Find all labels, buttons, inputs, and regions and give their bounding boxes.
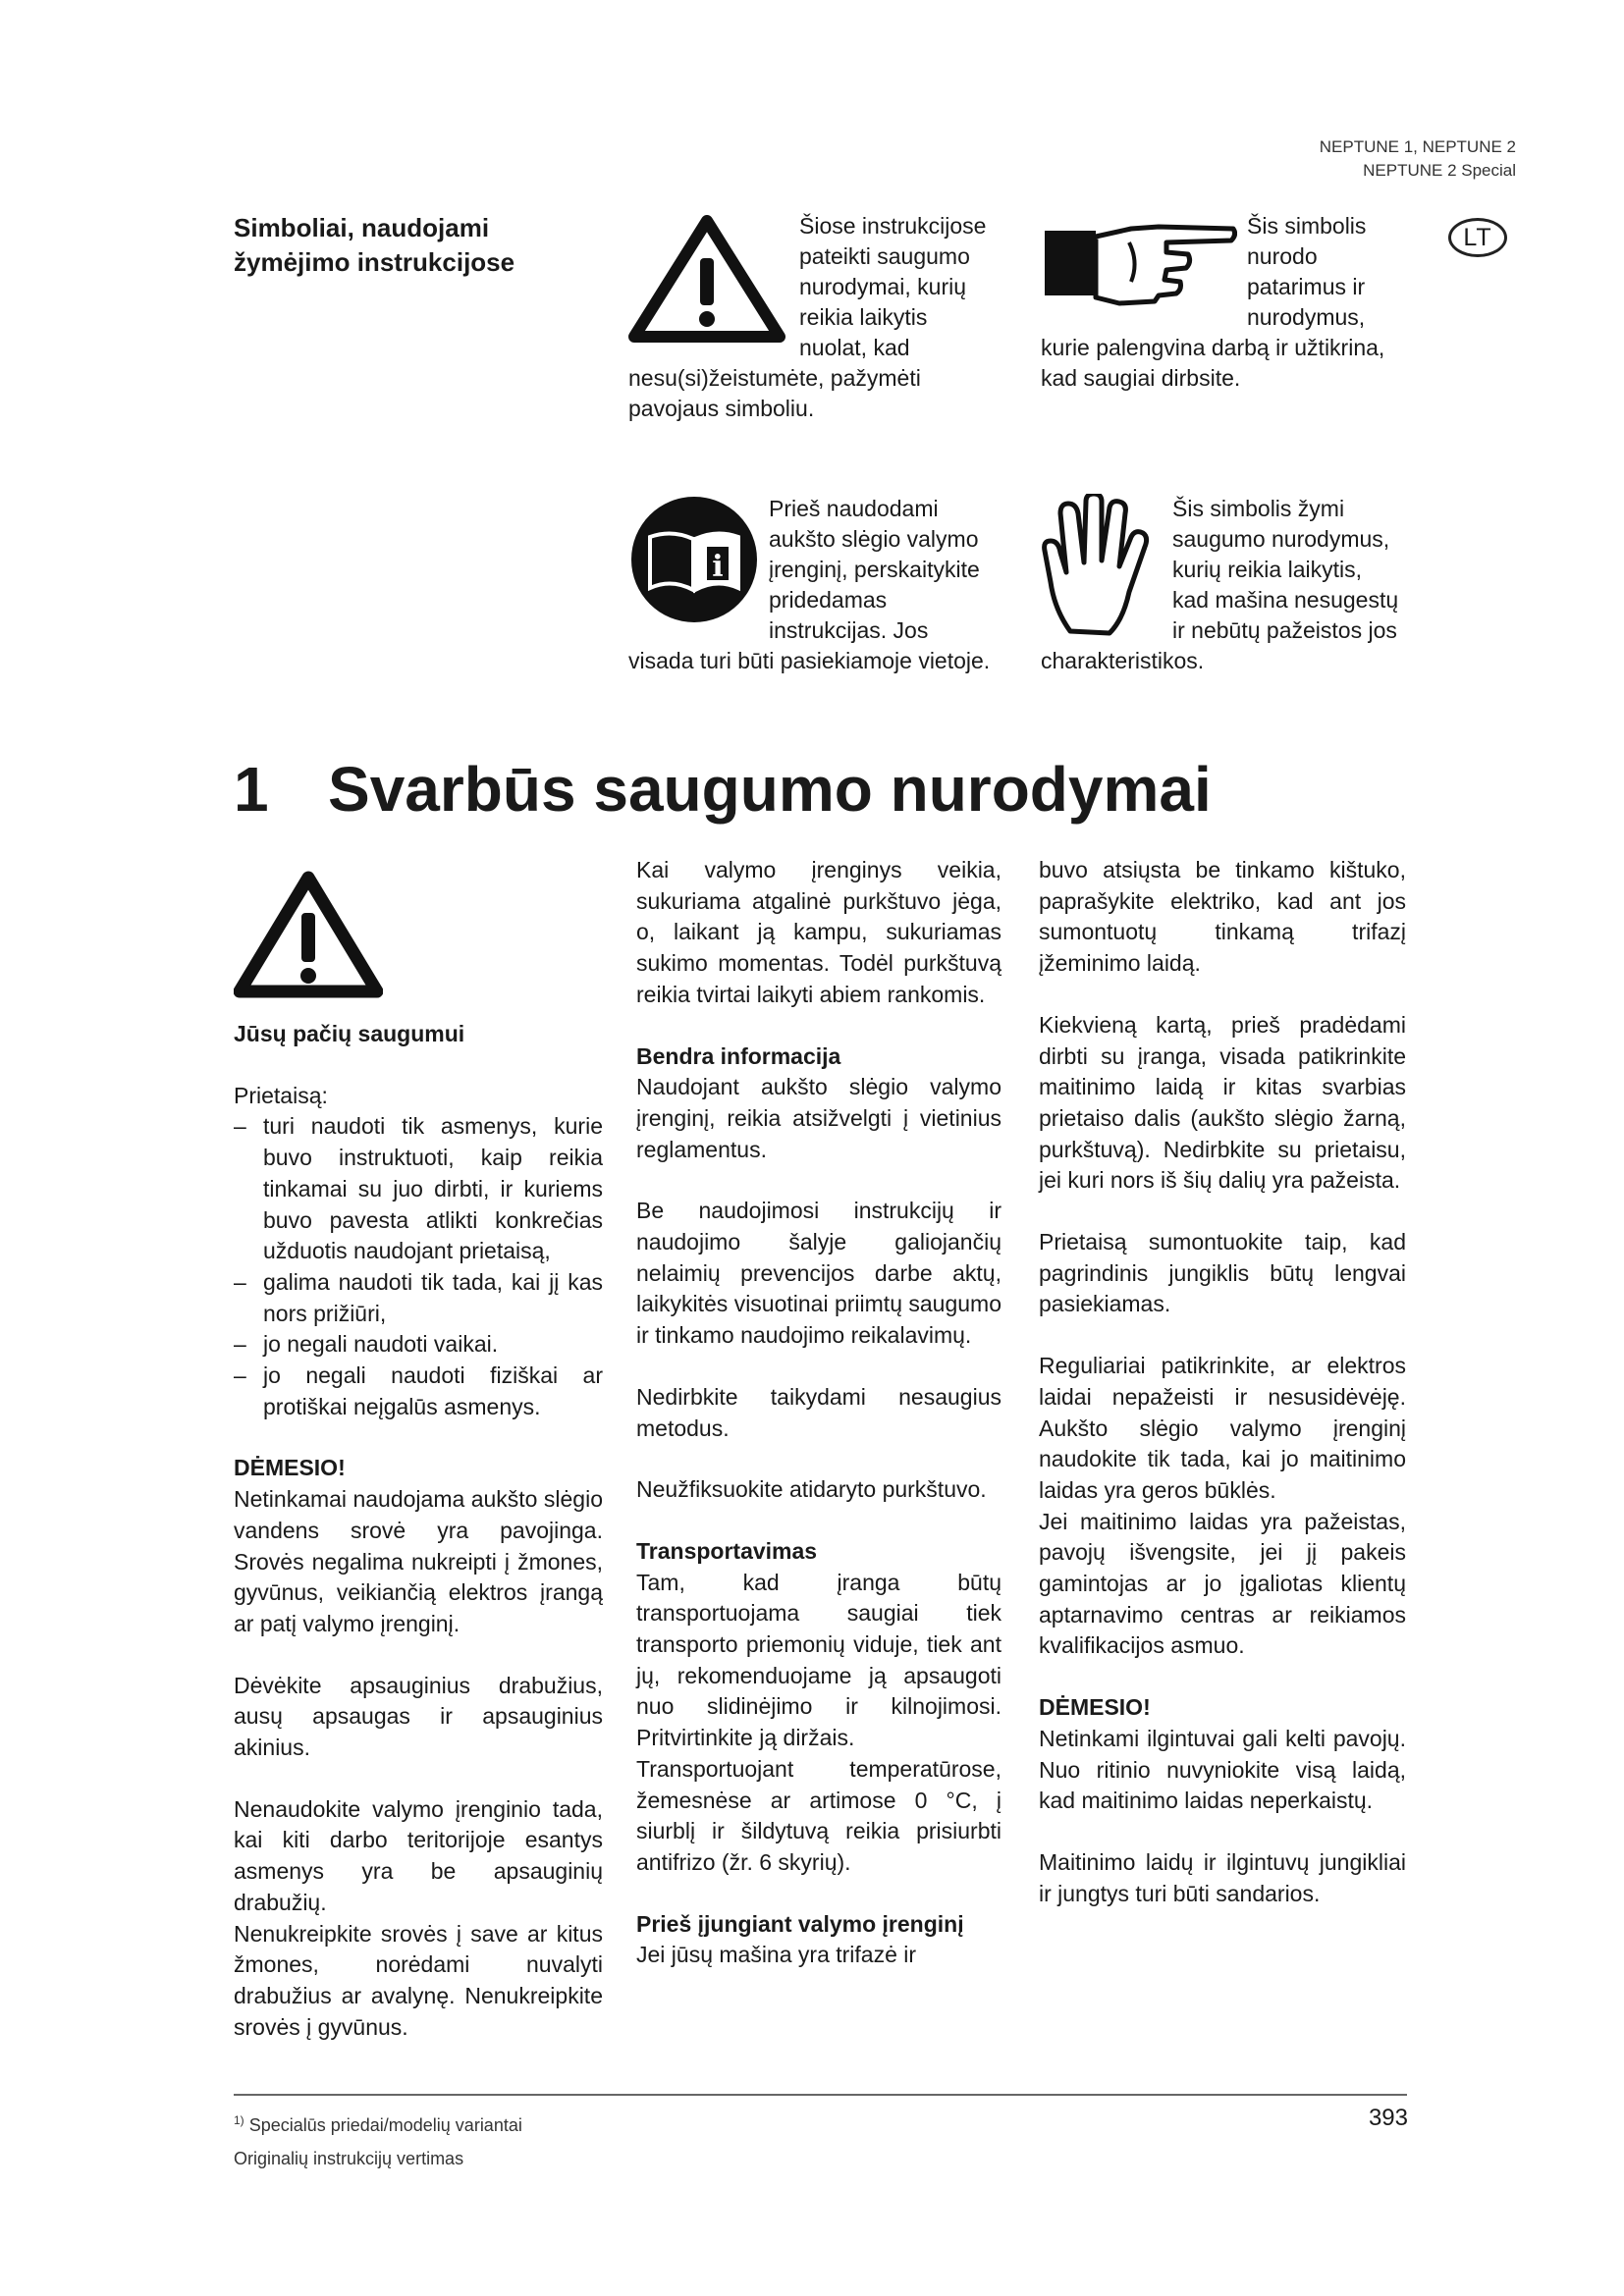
warning-triangle-icon bbox=[234, 870, 383, 999]
paragraph: Be naudojimosi instrukcijų ir naudojimo šalyje galiojančių nelaimių prevencijos darbe aktų, laikykitės visuotinai priimtų saugumo ir tinkamo naudojimo reikalavimų. bbox=[636, 1198, 1001, 1349]
symbol-read-block bbox=[628, 494, 992, 676]
general-heading: Bendra informacija bbox=[636, 1042, 841, 1069]
section-title: Svarbūs saugumo nurodymai bbox=[328, 754, 1212, 825]
list-item: – turi naudoti tik asmenys, kurie buvo instruktuoti, kaip reikia tinkamai su juo dirbti, ir kuriems buvo pavesta atlikti konkrečias užduotis naudojant prietaisą, bbox=[234, 1111, 603, 1267]
symbols-heading: Simboliai, naudojami žymėjimo instrukcijose bbox=[234, 213, 515, 277]
device-intro: Prietaisą: bbox=[234, 1082, 328, 1108]
paragraph: Tam, kad įranga būtų transportuojama saugiai tiek transporto priemonių viduje, tiek ant jų, rekomenduojame ją apsaugoti nuo slidinėjimo ir kilnojimosi. Pritvirtinkite ją diržais. bbox=[636, 1569, 1001, 1751]
list-item: – galima naudoti tik tada, kai jį kas nors prižiūri, bbox=[234, 1267, 603, 1329]
paragraph: Nedirbkite taikydami nesaugius metodus. bbox=[636, 1383, 1001, 1441]
symbol-hand-block bbox=[1041, 494, 1402, 676]
before-start-heading: Prieš įjungiant valymo įrenginį bbox=[636, 1910, 964, 1937]
stop-hand-icon bbox=[1041, 494, 1159, 641]
paragraph: buvo atsiųsta be tinkamo kištuko, paprašykite elektriko, kad ant jos sumontuotų tinkamą trifazį įžeminimo laidą. bbox=[1039, 857, 1406, 977]
paragraph: Prietaisą sumontuokite taip, kad pagrindinis jungiklis būtų lengvai pasiekiamas. bbox=[1039, 1229, 1406, 1317]
column-3 bbox=[1039, 855, 1406, 1909]
column-1 bbox=[234, 870, 603, 2043]
paragraph: Naudojant aukšto slėgio valymo įrenginį, reikia atsižvelgti į vietinius reglamentus. bbox=[636, 1074, 1001, 1162]
section-heading bbox=[234, 754, 1212, 825]
paragraph: Nenaudokite valymo įrenginio tada, kai kiti darbo teritorijoje esantys asmenys yra be apsauginių drabužių. bbox=[234, 1795, 603, 1915]
attention-label: DĖMESIO! bbox=[1039, 1694, 1151, 1721]
list-item: – jo negali naudoti vaikai. bbox=[234, 1329, 603, 1361]
section-number: 1 bbox=[234, 754, 269, 825]
usage-list bbox=[234, 1111, 603, 1422]
footnote bbox=[234, 2109, 522, 2137]
paragraph: Transportuojant temperatūrose, žemesnėse ar artimose 0 °C, į siurblį ir šildytuvą reikia prisiurbti antifrizo (žr. 6 skyrių). bbox=[636, 1755, 1001, 1875]
symbol-tip-block bbox=[1041, 211, 1399, 394]
warning-symbol-text: Šiose instrukcijose pateikti saugumo nurodymai, kurių reikia laikytis nuolat, kad nesu(si)žeistumėte, pažymėti pavojaus simboliu. bbox=[628, 213, 987, 421]
footnote-mark: 1) bbox=[234, 2113, 244, 2127]
paragraph: Dėvėkite apsauginius drabužius, ausų apsaugas ir apsauginius akinius. bbox=[234, 1672, 603, 1761]
paragraph: Kai valymo įrenginys veikia, sukuriama atgalinė purkštuvo jėga, o, laikant ją kampu, sukuriamas sukimo momentas. Todėl purkštuvą reikia tvirtai laikyti abiem rankomis. bbox=[636, 857, 1001, 1007]
translation-note: Originalių instrukcijų vertimas bbox=[234, 2149, 464, 2168]
paragraph: Reguliariai patikrinkite, ar elektros laidai nepažeisti ir nesusidėvėję. Aukšto slėgio valymo įrenginį naudokite tik tada, kai jo maitinimo laidas yra geros būklės. bbox=[1039, 1353, 1406, 1503]
pointing-hand-icon bbox=[1041, 213, 1237, 311]
paragraph: Netinkami ilgintuvai gali kelti pavojų. Nuo ritinio nuvyniokite visą laidą, kad maitinimo laidas neperkaistų. bbox=[1039, 1725, 1406, 1814]
footer-rule bbox=[234, 2094, 1407, 2096]
column-2 bbox=[636, 855, 1001, 1971]
paragraph: Jei jūsų mašina yra trifazė ir bbox=[636, 1942, 917, 1968]
svg-text:i: i bbox=[712, 550, 724, 584]
model-line-2: NEPTUNE 2 Special bbox=[1363, 161, 1516, 180]
page-number: 393 bbox=[1368, 2105, 1408, 2131]
document-header bbox=[1320, 135, 1516, 183]
paragraph: Jei maitinimo laidas yra pažeistas, pavojų išvengsite, jei jį pakeis gamintojas ar jo įgaliotas klientų aptarnavimo centras ar reikiamos kvalifikacijos asmuo. bbox=[1039, 1508, 1406, 1659]
attention-text: Netinkamai naudojama aukšto slėgio vandens srovė yra pavojinga. Srovės negalima nukreipti į žmones, gyvūnus, veikiančią elektros įrangą ar patį valymo įrenginį. bbox=[234, 1486, 603, 1636]
own-safety-heading: Jūsų pačių saugumui bbox=[234, 1021, 465, 1046]
paragraph: Maitinimo laidų ir ilgintuvų jungikliai ir jungtys turi būti sandarios. bbox=[1039, 1848, 1406, 1906]
symbol-warning-block bbox=[628, 211, 990, 424]
paragraph: Kiekvieną kartą, prieš pradėdami dirbti su įranga, visada patikrinkite maitinimo laidą ir kitas svarbias prietaiso dalis (aukšto slėgio žarną, purkštuvą). Nedirbkite su prietaisu, jei kuri nors iš šių dalių yra pažeista. bbox=[1039, 1011, 1406, 1194]
attention-label: DĖMESIO! bbox=[234, 1455, 346, 1481]
warning-triangle-icon bbox=[628, 215, 785, 343]
paragraph: Neužfiksuokite atidaryto purkštuvo. bbox=[636, 1476, 987, 1503]
footnote-text: Specialūs priedai/modelių variantai bbox=[248, 2115, 522, 2135]
read-symbol-text: Prieš naudodami aukšto slėgio valymo įrenginį, perskaitykite pridedamas instrukcijas. Jos visada turi būti pasiekiamoje vietoje. bbox=[628, 496, 991, 673]
tip-symbol-text: Šis simbolis nurodo patarimus ir nurodymus, kurie palengvina darbą ir užtikrina, kad saugiai dirbsite. bbox=[1041, 213, 1385, 391]
list-item: – jo negali naudoti fiziškai ar protiškai neįgalūs asmenys. bbox=[234, 1361, 603, 1422]
read-manual-icon bbox=[628, 494, 761, 626]
model-line-1: NEPTUNE 1, NEPTUNE 2 bbox=[1319, 137, 1516, 156]
paragraph: Nenukreipkite srovės į save ar kitus žmones, norėdami nuvalyti drabužius ar avalynę. Nenukreipkite srovės į gyvūnus. bbox=[234, 1920, 603, 2040]
language-badge: LT bbox=[1448, 218, 1507, 257]
transport-heading: Transportavimas bbox=[636, 1537, 818, 1564]
hand-symbol-text: Šis simbolis žymi saugumo nurodymus, kurių reikia laikytis, kad mašina nesugestų ir nebūtų pažeistos jos charakteristikos. bbox=[1041, 496, 1399, 673]
